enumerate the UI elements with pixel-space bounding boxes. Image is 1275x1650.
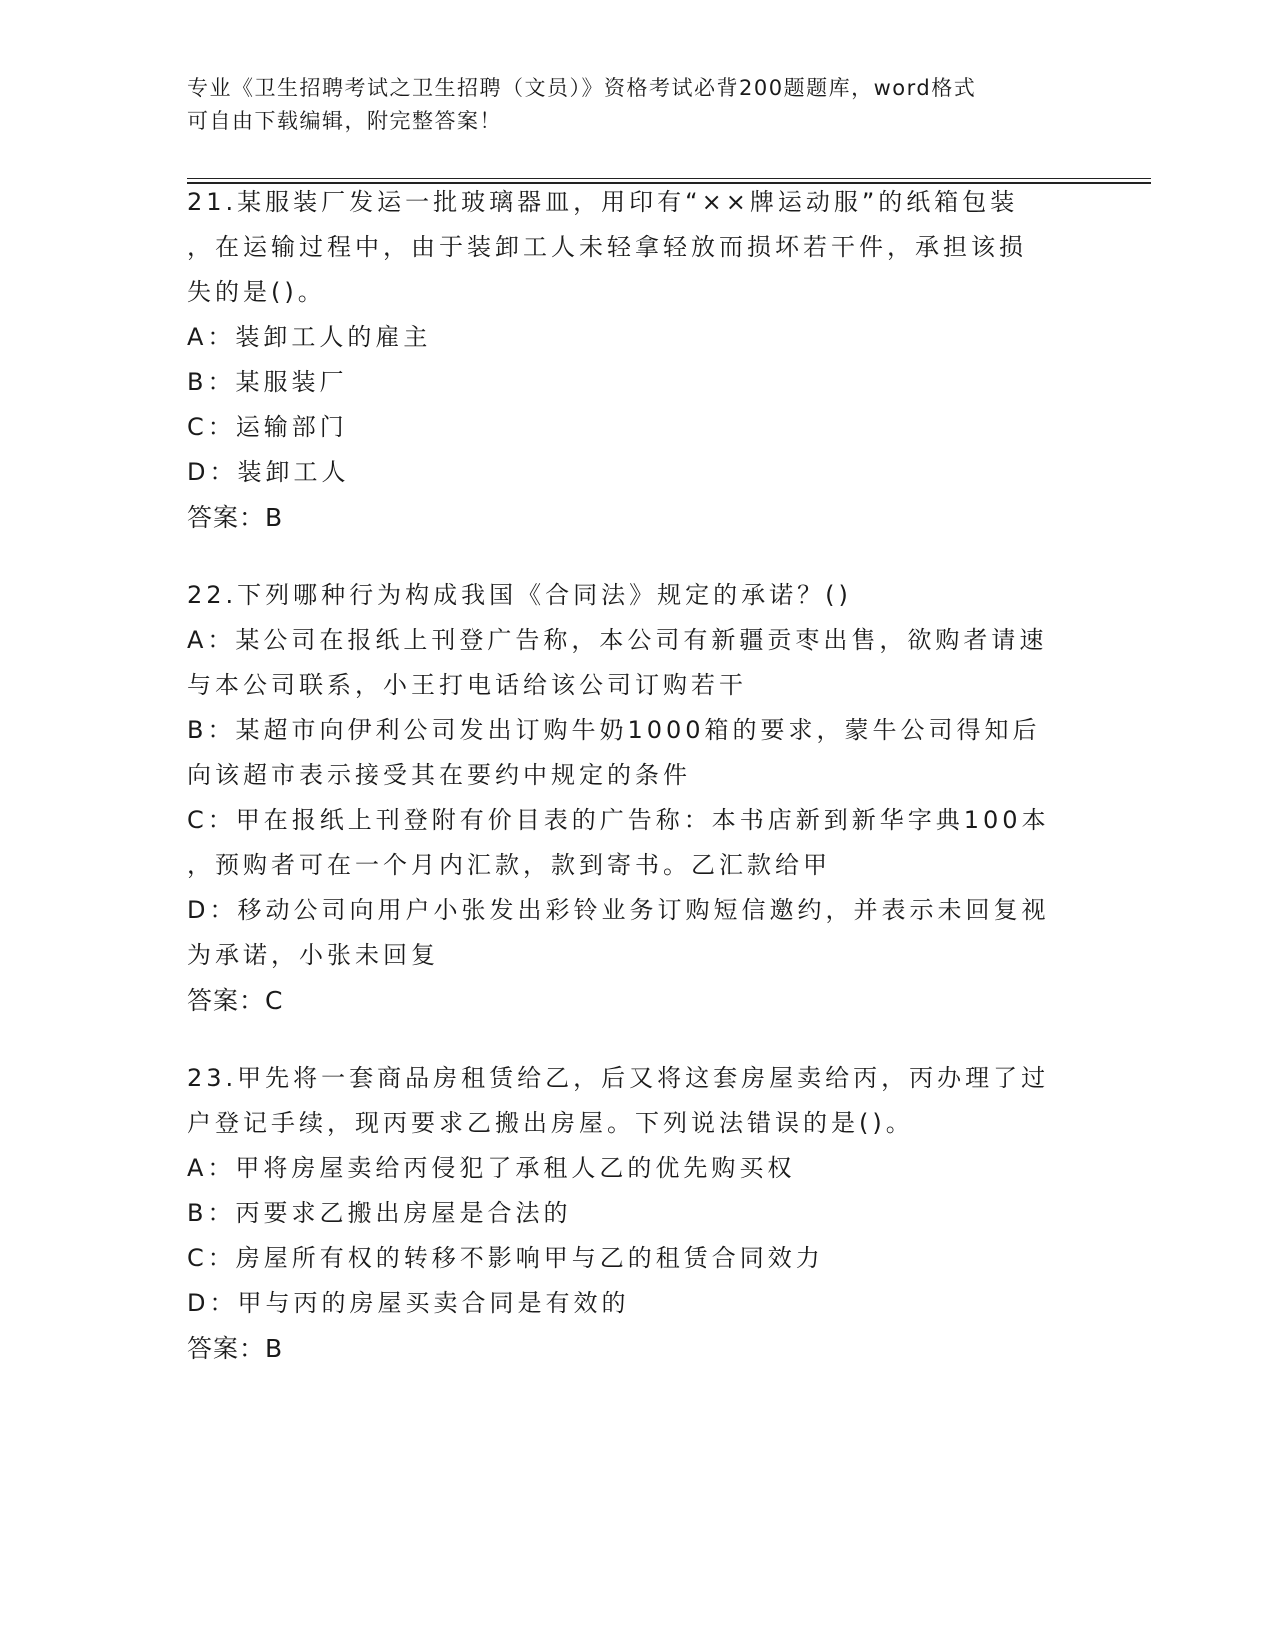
option-b: B：丙要求乙搬出房屋是合法的 [187,1199,572,1227]
document-header [187,72,1067,138]
question-23 [187,1056,1087,1371]
question-21 [187,180,1087,540]
header-line-2: 可自由下载编辑，附完整答案！ [187,109,502,133]
option-d-continued: 为承诺，小张未回复 [187,941,439,969]
option-a: A：甲将房屋卖给丙侵犯了承租人乙的优先购买权 [187,1154,796,1182]
option-d: D：移动公司向用户小张发出彩铃业务订购短信邀约，并表示未回复视 [187,896,1050,924]
option-b-continued: 向该超市表示接受其在要约中规定的条件 [187,761,691,789]
header-line-1: 专业《卫生招聘考试之卫生招聘（文员）》资格考试必背200题题库，word格式 [187,76,977,100]
answer-label: 答案：B [187,503,284,532]
question-stem-line: ，在运输过程中，由于装卸工人未轻拿轻放而损坏若干件，承担该损 [187,233,1027,261]
question-stem-line: 23.甲先将一套商品房租赁给乙，后又将这套房屋卖给丙，丙办理了过 [187,1064,1050,1092]
option-b: B：某超市向伊利公司发出订购牛奶1000箱的要求，蒙牛公司得知后 [187,716,1041,744]
option-d: D：装卸工人 [187,458,350,486]
header-divider-thin [187,178,1151,179]
question-22 [187,573,1087,1023]
option-c-continued: ，预购者可在一个月内汇款，款到寄书。乙汇款给甲 [187,851,831,879]
option-c: C：运输部门 [187,413,348,441]
question-stem-line: 22.下列哪种行为构成我国《合同法》规定的承诺？() [187,581,852,609]
question-stem-line: 失的是()。 [187,278,326,306]
option-a: A：装卸工人的雇主 [187,323,432,351]
question-stem-line: 户登记手续，现丙要求乙搬出房屋。下列说法错误的是()。 [187,1109,914,1137]
option-d: D：甲与丙的房屋买卖合同是有效的 [187,1289,630,1317]
option-a: A：某公司在报纸上刊登广告称，本公司有新疆贡枣出售，欲购者请速 [187,626,1048,654]
option-a-continued: 与本公司联系，小王打电话给该公司订购若干 [187,671,747,699]
option-b: B：某服装厂 [187,368,348,396]
option-c: C：房屋所有权的转移不影响甲与乙的租赁合同效力 [187,1244,824,1272]
question-stem-line: 21.某服装厂发运一批玻璃器皿，用印有“××牌运动服”的纸箱包装 [187,188,1019,216]
option-c: C：甲在报纸上刊登附有价目表的广告称：本书店新到新华字典100本 [187,806,1050,834]
answer-label: 答案：C [187,986,284,1015]
answer-label: 答案：B [187,1334,284,1363]
